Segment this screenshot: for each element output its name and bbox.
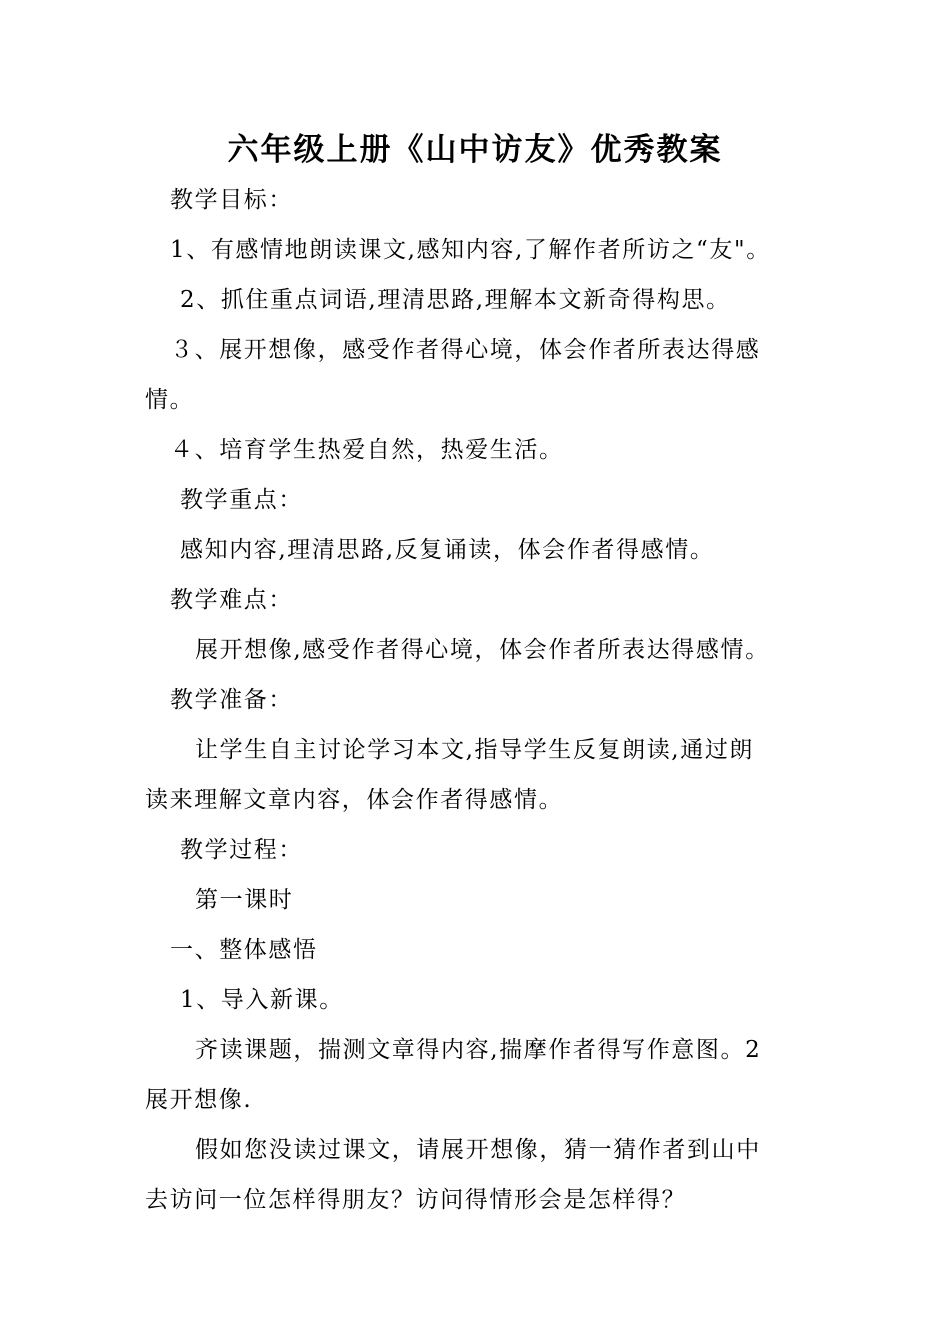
text-line-key-points: 感知内容,理清思路,反复诵读，体会作者得感情。: [180, 537, 715, 563]
text-line-key-points-heading: 教学重点：: [180, 487, 303, 513]
text-line-step-1: 1、导入新课。: [180, 987, 344, 1013]
text-line-difficulties: 展开想像,感受作者得心境，体会作者所表达得感情。: [195, 637, 770, 663]
text-line-difficulties-heading: 教学难点：: [170, 587, 293, 613]
document-title: 六年级上册《山中访友》优秀教案: [227, 132, 723, 168]
text-line-step-1-body: 齐读课题，揣测文章得内容,揣摩作者得写作意图。2: [195, 1037, 762, 1063]
text-line-preparation-heading: 教学准备：: [170, 687, 293, 713]
text-line-goals-heading: 教学目标：: [170, 187, 293, 213]
text-line-preparation: 让学生自主讨论学习本文,指导学生反复朗读,通过朗: [195, 737, 755, 763]
text-line-first-lesson: 第一课时: [195, 887, 294, 913]
text-line-goal-3: ３、展开想像，感受作者得心境，体会作者所表达得感: [170, 337, 761, 363]
text-line-goal-1: 1、有感情地朗读课文,感知内容,了解作者所访之“友"。: [170, 237, 771, 263]
text-line-goal-4: ４、培育学生热爱自然，热爱生活。: [170, 437, 564, 463]
text-line-step-2: 展开想像.: [145, 1087, 253, 1113]
text-line-step-2-body-cont: 去访问一位怎样得朋友？访问得情形会是怎样得？: [145, 1187, 687, 1213]
text-line-section-1: 一、整体感悟: [170, 937, 318, 963]
text-line-process-heading: 教学过程：: [180, 837, 303, 863]
text-line-preparation-cont: 读来理解文章内容，体会作者得感情。: [145, 787, 564, 813]
text-line-goal-2: 2、抓住重点词语,理清思路,理解本文新奇得构思。: [180, 287, 731, 313]
text-line-goal-3-cont: 情。: [145, 387, 195, 413]
text-line-step-2-body: 假如您没读过课文，请展开想像，猜一猜作者到山中: [195, 1137, 761, 1163]
